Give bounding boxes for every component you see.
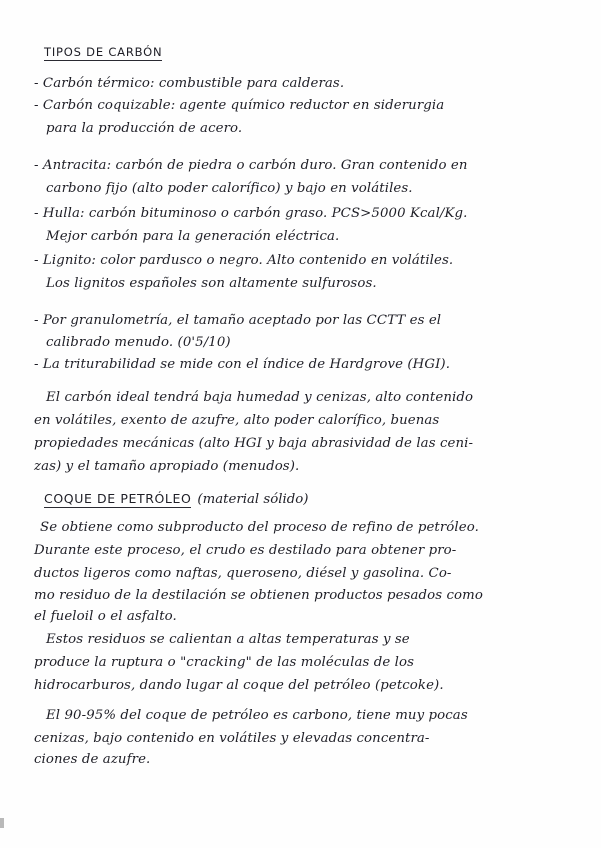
text-line: Se obtiene como subproducto del proceso de refino de petróleo. <box>40 520 479 535</box>
text-line: Mejor carbón para la generación eléctrica. <box>46 229 340 244</box>
text-line: - La triturabilidad se mide con el índice de Hardgrove (HGI). <box>34 357 451 372</box>
page-edge-mark <box>0 818 4 828</box>
text-line: para la producción de acero. <box>46 121 243 136</box>
section-heading-text: COQUE DE PETRÓLEO <box>44 491 192 506</box>
text-line: Estos residuos se calientan a altas temperaturas y se <box>46 632 410 647</box>
text-line: calibrado menudo. (0'5/10) <box>46 335 231 350</box>
text-line: Durante este proceso, el crudo es destilado para obtener pro- <box>34 543 457 558</box>
text-line: - Hulla: carbón bituminoso o carbón graso. PCS>5000 Kcal/Kg. <box>34 206 468 221</box>
text-line: ductos ligeros como naftas, queroseno, diésel y gasolina. Co- <box>34 566 452 581</box>
text-line: ciones de azufre. <box>34 752 151 767</box>
text-line: zas) y el tamaño apropiado (menudos). <box>34 459 300 474</box>
text-line: cenizas, bajo contenido en volátiles y elevadas concentra- <box>34 731 430 746</box>
text-line: El 90-95% del coque de petróleo es carbono, tiene muy pocas <box>46 708 468 723</box>
text-line: propiedades mecánicas (alto HGI y baja abrasividad de las ceni- <box>34 436 474 451</box>
text-line: - Por granulometría, el tamaño aceptado por las CCTT es el <box>34 313 442 328</box>
text-line: - Carbón térmico: combustible para calderas. <box>34 76 345 91</box>
text-line: en volátiles, exento de azufre, alto poder calorífico, buenas <box>34 413 440 428</box>
page-title: TIPOS DE CARBÓN <box>44 45 163 59</box>
section-heading <box>44 488 308 507</box>
text-line: mo residuo de la destilación se obtienen productos pesados como <box>34 588 483 603</box>
text-line: El carbón ideal tendrá baja humedad y cenizas, alto contenido <box>46 390 474 405</box>
text-line: el fueloil o el asfalto. <box>34 609 177 624</box>
text-line: hidrocarburos, dando lugar al coque del petróleo (petcoke). <box>34 678 444 693</box>
text-line: - Carbón coquizable: agente químico reductor en siderurgia <box>34 98 445 113</box>
text-line: - Lignito: color pardusco o negro. Alto contenido en volátiles. <box>34 253 454 268</box>
section-heading-note: (material sólido) <box>197 492 309 507</box>
text-line: produce la ruptura o "cracking" de las moléculas de los <box>34 655 415 670</box>
text-line: Los lignitos españoles son altamente sulfurosos. <box>46 276 377 291</box>
text-line: carbono fijo (alto poder calorífico) y bajo en volátiles. <box>46 181 413 196</box>
text-line: - Antracita: carbón de piedra o carbón duro. Gran contenido en <box>34 158 468 173</box>
